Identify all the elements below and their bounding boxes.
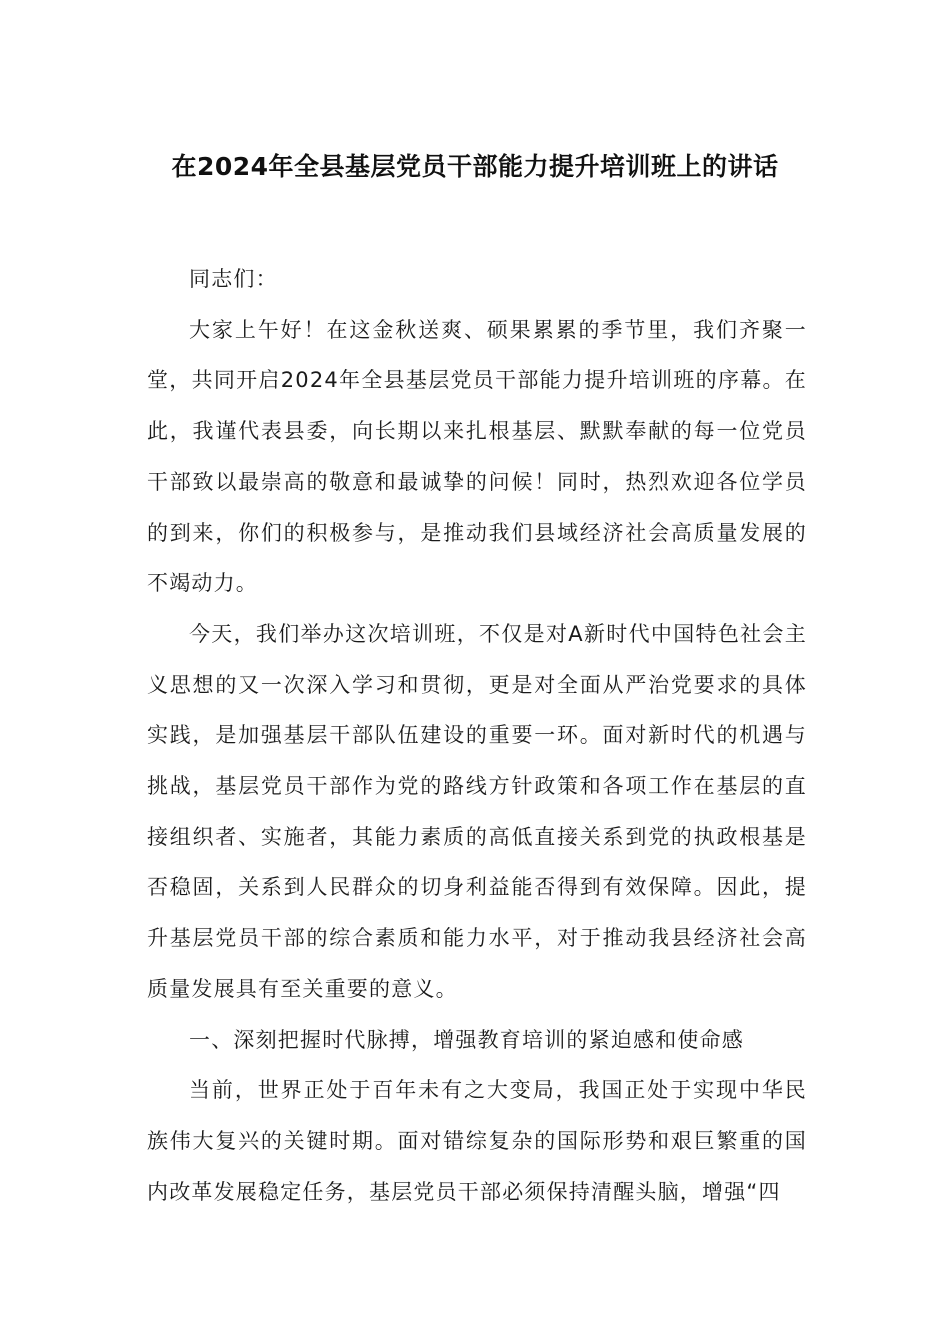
purpose-paragraph: 今天，我们举办这次培训班，不仅是对A新时代中国特色社会主义思想的又一次深入学习和贯彻，更是对全面从严治党要求的具体实践，是加强基层干部队伍建设的重要一环。面对新时代的机遇与挑战，基层党员干部作为党的路线方针政策和各项工作在基层的直接组织者、实施者，其能力素质的高低直接关系到党的执政根基是否稳固，关系到人民群众的切身利益能否得到有效保障。因此，提升基层党员干部的综合素质和能力水平，对于推动我县经济社会高质量发展具有至关重要的意义。 bbox=[147, 621, 807, 1001]
document-body bbox=[147, 254, 807, 1217]
context-paragraph: 当前，世界正处于百年未有之大变局，我国正处于实现中华民族伟大复兴的关键时期。面对错综复杂的国际形势和艰巨繁重的国内改革发展稳定任务，基层党员干部必须保持清醒头脑，增强“四 bbox=[147, 1078, 807, 1204]
salutation-paragraph: 同志们： bbox=[189, 267, 278, 291]
greeting-paragraph: 大家上午好！在这金秋送爽、硕果累累的季节里，我们齐聚一堂，共同开启2024年全县基层党员干部能力提升培训班的序幕。在此，我谨代表县委，向长期以来扎根基层、默默奉献的每一位党员干部致以最崇高的敬意和最诚挚的问候！同时，热烈欢迎各位学员的到来，你们的积极参与，是推动我们县域经济社会高质量发展的不竭动力。 bbox=[147, 317, 807, 596]
document-title: 在2024年全县基层党员干部能力提升培训班上的讲话 bbox=[171, 152, 779, 181]
section-heading-1: 一、深刻把握时代脉搏，增强教育培训的紧迫感和使命感 bbox=[189, 1027, 744, 1052]
